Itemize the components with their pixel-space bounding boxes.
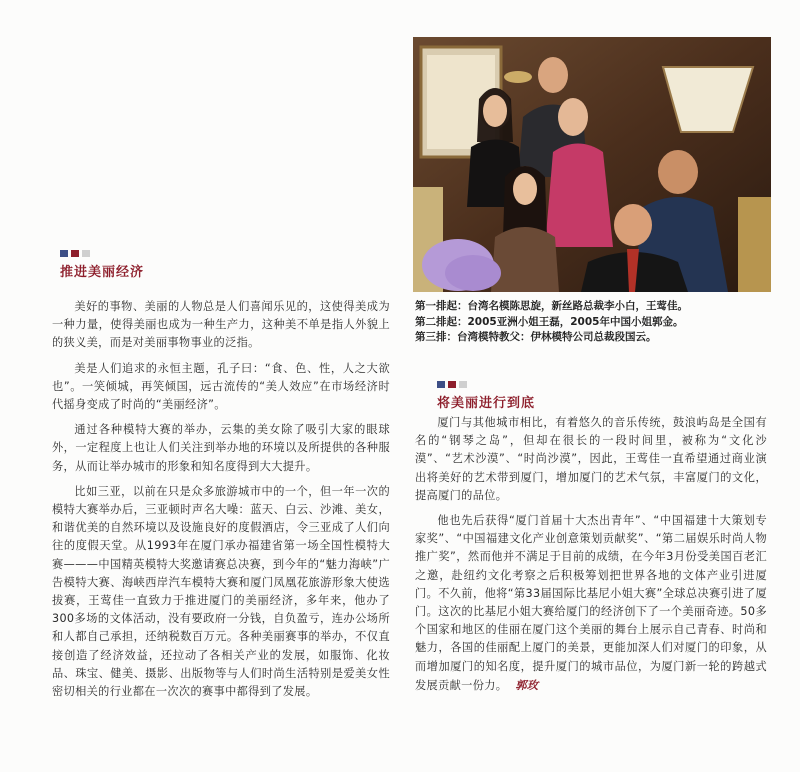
group-photo-illustration [413,37,771,292]
caption-line: 第三排：台湾模特教父：伊林模特公司总裁段国云。 [415,331,657,343]
paragraph: 美是人们追求的永恒主题，孔子曰：“食、色、性，人之大欲也”。一笑倾城，再笑倾国，远古流传的“美人效应”在市场经济时代摇身变成了时尚的“美丽经济”。 [52,361,390,412]
paragraph: 比如三亚，以前在只是众多旅游城市中的一个，但一年一次的模特大赛举办后，三亚顿时声名大噪：蓝天、白云、沙滩、美女，和谐优美的自然环境以及设施良好的度假酒店，令三亚成了人们向往的度假天堂。从1993年在厦门承办福建省第一场全国性模特大赛———中国精英模特大奖邀请赛总决赛，到今年的“魅力海峡”广告模特大赛、海峡西岸汽车模特大赛和厦门凤凰花旅游形象大使选拔赛，王莺佳一直致力于推进厦门的美丽经济，多年来，他办了300多场的文体活动，没有要政府一分钱，自负盈亏，连办公场所和人都自己承担，还纳税数百万元。各种美丽赛事的举办，不仅直接创造了经济效益，还拉动了各相关产业的发展，如服饰、化妆品、珠宝、健美、摄影、出版物等与人们时尚生活特别是爱美女性密切相关的行业都在一次次的赛事中都得到了发展。 [52,484,390,699]
section-title: 将美丽进行到底 [437,396,536,411]
caption-line: 第一排起：台湾名模陈思旋，新丝路总裁李小白，王莺佳。 [415,300,688,312]
paragraph: 美好的事物、美丽的人物总是人们喜闻乐见的，这使得美成为一种力量，使得美丽也成为一种生产力，这种美不单是指人外貌上的狭义美，而是对美丽事物事业的泛指。 [52,300,390,350]
decor-square-blue [60,250,68,257]
paragraph [415,512,767,695]
decor-square-red [71,250,79,257]
author-signature: 郭玫 [515,677,539,692]
right-column-body [415,414,767,702]
paragraph: 厦门与其他城市相比，有着悠久的音乐传统，鼓浪屿岛是全国有名的“钢琴之岛”，但却在很长的一段时间里，被称为“文化沙漠”、“艺术沙漠”、“时尚沙漠”，因此，王莺佳一直希望通过商业演出将美好的艺术带到厦门，增加厦门的艺术气氛，丰富厦门的文化，提高厦门的品位。 [415,416,767,502]
paragraph: 通过各种模特大赛的举办，云集的美女除了吸引大家的眼球外，一定程度上也让人们关注到举办地的环境以及所提供的各种服务，从而让举办城市的形象和知名度得到大大提升。 [52,423,390,473]
heading-decor-squares [60,250,144,257]
decor-square-blue [437,381,445,388]
heading-decor-squares [437,381,535,388]
paragraph-text: 他也先后获得“厦门首届十大杰出青年”、“中国福建十大策划专家奖”、“中国福建文化产业创意策划贡献奖”、“第二届娱乐时尚人物推广奖”，然而他并不满足于目前的成绩，在今年3月份受美国百老汇之邀，赴纽约文化考察之后积极筹划把世界各地的文体产业引进厦门。不久前，他将“第33届国际比基尼小姐大赛”全球总决赛引进了厦门。这次的比基尼小姐大赛给厦门的经济创下了一个美丽奇迹。50多个国家和地区的佳丽在厦门这个美丽的舞台上展示自己青春、时尚和魅力，各国的佳丽配上厦门的美景，更能加深人们对厦门的印象，从而增加厦门的知名度，提升厦门的城市品位，为厦门新一轮的跨越式发展贡献一份力。 [415,514,767,692]
decor-square-grey [459,381,467,388]
caption-line: 第二排起：2005亚洲小姐王磊，2005年中国小姐郭金。 [415,315,684,328]
decor-square-red [448,381,456,388]
section-heading-beauty-to-the-end [437,381,535,411]
section-title: 推进美丽经济 [60,265,145,280]
photo-caption [415,299,775,346]
section-heading-beauty-economy [60,250,144,280]
left-column-body [52,298,390,708]
decor-square-grey [82,250,90,257]
group-photo [413,37,771,292]
